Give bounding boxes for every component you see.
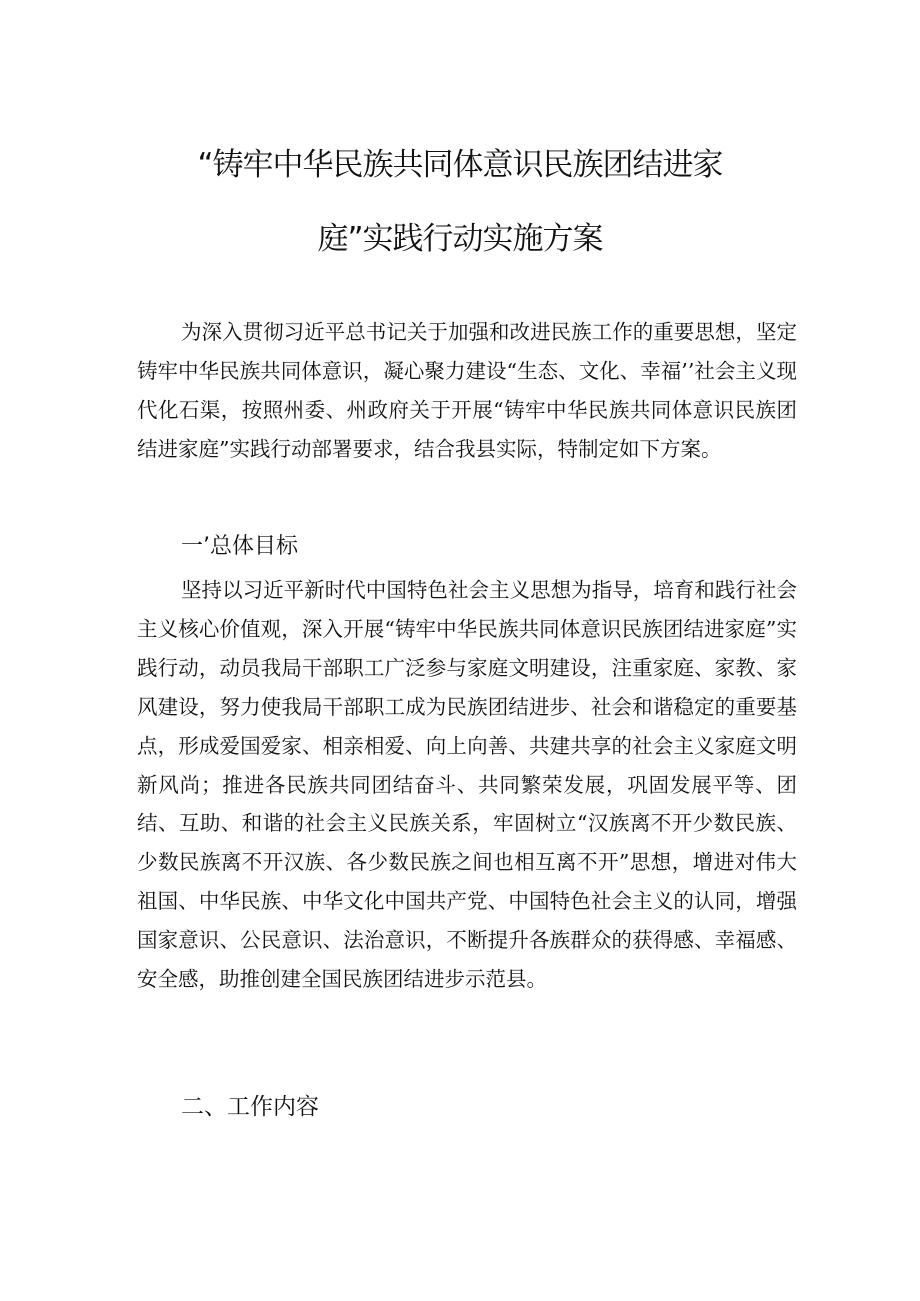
overall-goal-paragraph: 坚持以习近平新时代中国特色社会主义思想为指导，培育和践行社会主义核心价值观，深入开展“铸牢中华民族共同体意识民族团结进家庭”实践行动，动员我局干部职工广泛参与家庭文明建设，注重家庭、家教、家风建设，努力使我局干部职工成为民族团结进步、社会和谐稳定的重要基点，形成爱国爱家、相亲相爱、向上向善、共建共享的社会主义家庭文明新风尚；推进各民族共同团结奋斗、共同繁荣发展，巩固发展平等、团结、互助、和谐的社会主义民族关系，牢固树立“汉族离不开少数民族、少数民族离不开汉族、各少数民族之间也相互离不开”思想，增进对伟大祖国、中华民族、中华文化中国共产党、中国特色社会主义的认同，增强国家意识、公民意识、法治意识，不断提升各族群众的获得感、幸福感、安全感，助推创建全国民族团结进步示范县。 <box>137 578 797 992</box>
document-title-line-1: “铸牢中华民族共同体意识民族团结进家 <box>197 147 723 183</box>
document-title-line-2: 庭”实践行动实施方案 <box>317 221 603 257</box>
section-heading-work-content: 二、工作内容 <box>181 1094 319 1120</box>
intro-paragraph: 为深入贯彻习近平总书记关于加强和改进民族工作的重要思想，坚定铸牢中华民族共同体意识，凝心聚力建设“生态、文化、幸福’’社会主义现代化石渠，按照州委、州政府关于开展“铸牢中华民族共同体意识民族团结进家庭”实践行动部署要求，结合我县实际，特制定如下方案。 <box>137 320 797 461</box>
section-heading-overall-goal: 一’总体目标 <box>181 534 298 559</box>
